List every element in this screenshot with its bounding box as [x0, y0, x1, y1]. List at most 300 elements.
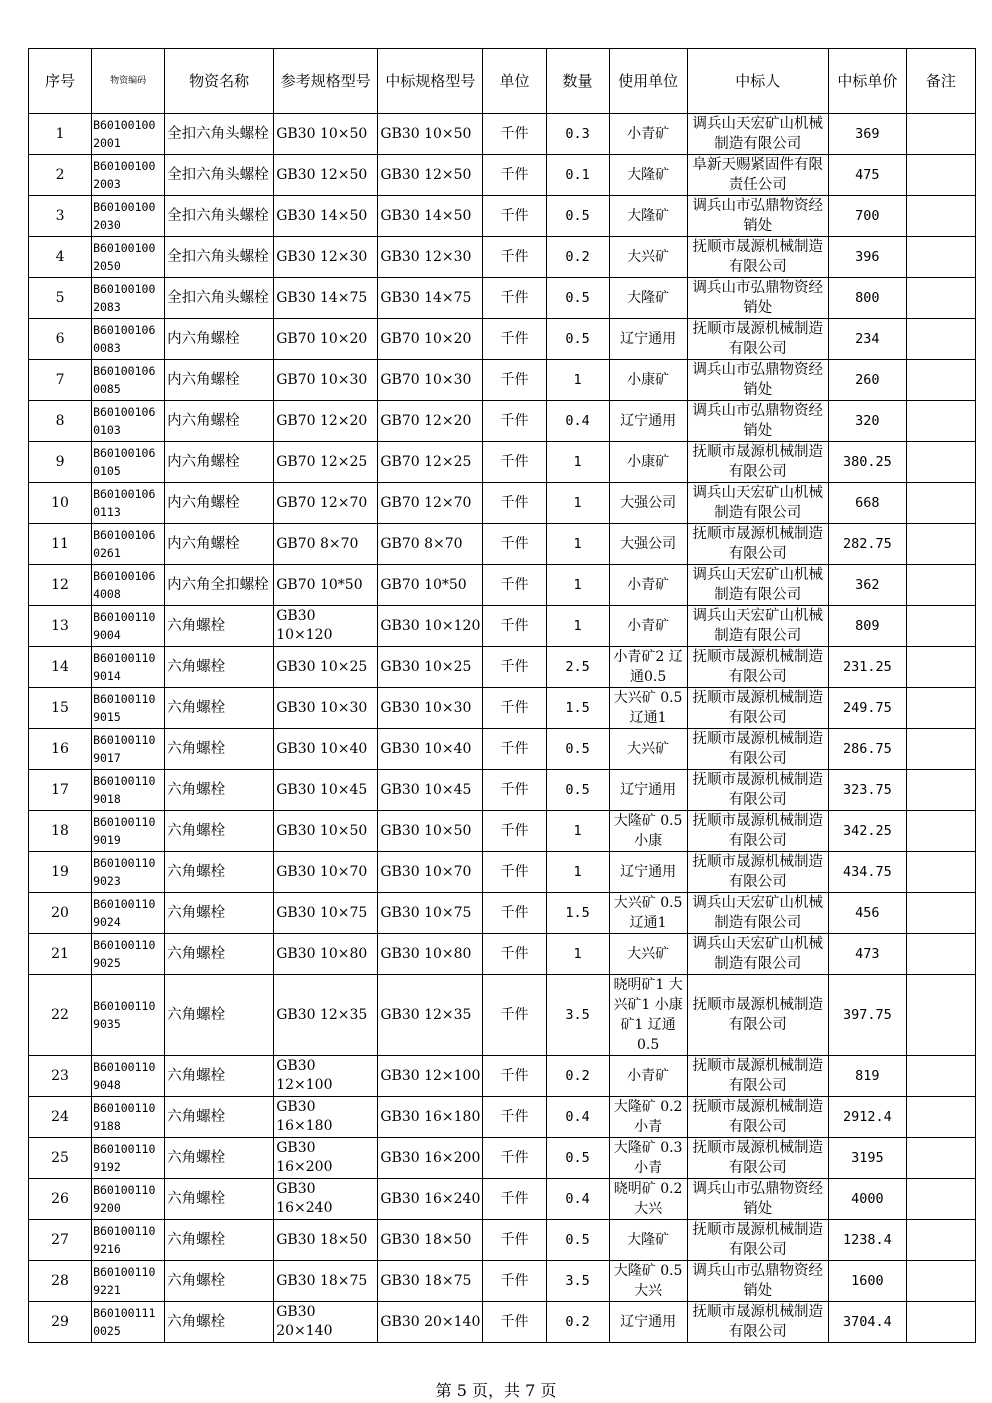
- cell-win-spec: GB30 10×45: [378, 770, 483, 811]
- cell-code: B601001109017: [92, 729, 165, 770]
- cell-price: 475: [828, 155, 906, 196]
- cell-qty: 0.5: [546, 278, 609, 319]
- cell-code: B601001109035: [92, 975, 165, 1056]
- cell-note: [906, 155, 975, 196]
- cell-qty: 0.5: [546, 1138, 609, 1179]
- cell-price: 456: [828, 893, 906, 934]
- cell-winner: 抚顺市晟源机械制造有限公司: [687, 442, 828, 483]
- cell-unit: 千件: [483, 196, 546, 237]
- cell-win-spec: GB30 10×70: [378, 852, 483, 893]
- cell-name: 内六角螺栓: [165, 401, 274, 442]
- cell-note: [906, 524, 975, 565]
- cell-win-spec: GB30 10×50: [378, 811, 483, 852]
- table-row: [29, 360, 976, 401]
- cell-name: 六角螺栓: [165, 934, 274, 975]
- cell-win-spec: GB30 10×50: [378, 114, 483, 155]
- cell-name: 六角螺栓: [165, 975, 274, 1056]
- cell-no: 28: [29, 1261, 92, 1302]
- cell-code: B601001109025: [92, 934, 165, 975]
- cell-no: 29: [29, 1302, 92, 1343]
- header-cell: 备注: [906, 49, 975, 114]
- cell-no: 1: [29, 114, 92, 155]
- cell-price: 396: [828, 237, 906, 278]
- table-row: [29, 196, 976, 237]
- cell-qty: 1: [546, 360, 609, 401]
- cell-qty: 1: [546, 565, 609, 606]
- cell-unit: 千件: [483, 278, 546, 319]
- cell-note: [906, 1097, 975, 1138]
- cell-qty: 1: [546, 442, 609, 483]
- cell-user: 小青矿: [609, 1056, 687, 1097]
- header-cell: 物资编码: [92, 49, 165, 114]
- table-row: [29, 729, 976, 770]
- cell-no: 18: [29, 811, 92, 852]
- cell-no: 16: [29, 729, 92, 770]
- cell-ref: GB30 16×240: [274, 1179, 378, 1220]
- cell-note: [906, 852, 975, 893]
- cell-win-spec: GB30 12×100: [378, 1056, 483, 1097]
- cell-note: [906, 1302, 975, 1343]
- cell-qty: 0.2: [546, 1302, 609, 1343]
- cell-qty: 0.4: [546, 401, 609, 442]
- cell-winner: 抚顺市晟源机械制造有限公司: [687, 319, 828, 360]
- table-row: [29, 852, 976, 893]
- header-cell: 中标单价: [828, 49, 906, 114]
- cell-user: 大隆矿 0.5大兴: [609, 1261, 687, 1302]
- cell-winner: 调兵山市弘鼎物资经销处: [687, 196, 828, 237]
- cell-unit: 千件: [483, 483, 546, 524]
- cell-winner: 调兵山市弘鼎物资经销处: [687, 401, 828, 442]
- table-row: [29, 114, 976, 155]
- cell-winner: 阜新天赐紧固件有限责任公司: [687, 155, 828, 196]
- cell-code: B601001060105: [92, 442, 165, 483]
- cell-win-spec: GB30 10×75: [378, 893, 483, 934]
- cell-winner: 抚顺市晟源机械制造有限公司: [687, 524, 828, 565]
- cell-note: [906, 770, 975, 811]
- table-row: [29, 975, 976, 1056]
- cell-qty: 0.2: [546, 1056, 609, 1097]
- cell-user: 大强公司: [609, 524, 687, 565]
- cell-note: [906, 114, 975, 155]
- cell-unit: 千件: [483, 1056, 546, 1097]
- table-row: [29, 483, 976, 524]
- cell-qty: 0.3: [546, 114, 609, 155]
- cell-user: 辽宁通用: [609, 852, 687, 893]
- cell-no: 23: [29, 1056, 92, 1097]
- cell-note: [906, 360, 975, 401]
- cell-win-spec: GB70 12×20: [378, 401, 483, 442]
- cell-note: [906, 237, 975, 278]
- cell-note: [906, 196, 975, 237]
- cell-user: 小青矿: [609, 565, 687, 606]
- table-row: [29, 606, 976, 647]
- cell-name: 六角螺栓: [165, 770, 274, 811]
- cell-win-spec: GB30 12×50: [378, 155, 483, 196]
- cell-code: B601001109023: [92, 852, 165, 893]
- cell-note: [906, 565, 975, 606]
- cell-user: 晓明矿 0.2大兴: [609, 1179, 687, 1220]
- cell-code: B601001060113: [92, 483, 165, 524]
- cell-code: B601001109192: [92, 1138, 165, 1179]
- cell-unit: 千件: [483, 647, 546, 688]
- cell-no: 27: [29, 1220, 92, 1261]
- cell-winner: 调兵山天宏矿山机械制造有限公司: [687, 934, 828, 975]
- cell-unit: 千件: [483, 1138, 546, 1179]
- cell-name: 全扣六角头螺栓: [165, 196, 274, 237]
- table-row: [29, 1097, 976, 1138]
- cell-name: 全扣六角头螺栓: [165, 155, 274, 196]
- cell-ref: GB30 12×30: [274, 237, 378, 278]
- cell-ref: GB70 12×70: [274, 483, 378, 524]
- cell-user: 大隆矿: [609, 155, 687, 196]
- cell-code: B601001109014: [92, 647, 165, 688]
- cell-winner: 抚顺市晟源机械制造有限公司: [687, 975, 828, 1056]
- cell-user: 大强公司: [609, 483, 687, 524]
- cell-name: 内六角螺栓: [165, 524, 274, 565]
- cell-no: 21: [29, 934, 92, 975]
- cell-name: 六角螺栓: [165, 606, 274, 647]
- cell-unit: 千件: [483, 1097, 546, 1138]
- cell-note: [906, 729, 975, 770]
- cell-note: [906, 811, 975, 852]
- cell-no: 6: [29, 319, 92, 360]
- cell-ref: GB70 10×30: [274, 360, 378, 401]
- cell-win-spec: GB30 18×50: [378, 1220, 483, 1261]
- table-row: [29, 319, 976, 360]
- cell-user: 辽宁通用: [609, 770, 687, 811]
- cell-win-spec: GB30 16×240: [378, 1179, 483, 1220]
- cell-price: 473: [828, 934, 906, 975]
- cell-code: B601001002083: [92, 278, 165, 319]
- cell-win-spec: GB30 12×30: [378, 237, 483, 278]
- table-row: [29, 934, 976, 975]
- cell-ref: GB30 16×180: [274, 1097, 378, 1138]
- cell-user: 大隆矿 0.3小青: [609, 1138, 687, 1179]
- cell-ref: GB30 10×30: [274, 688, 378, 729]
- cell-win-spec: GB30 18×75: [378, 1261, 483, 1302]
- cell-ref: GB70 8×70: [274, 524, 378, 565]
- table-row: [29, 278, 976, 319]
- cell-unit: 千件: [483, 114, 546, 155]
- table-row: [29, 565, 976, 606]
- cell-user: 小青矿2 辽通0.5: [609, 647, 687, 688]
- cell-name: 全扣六角头螺栓: [165, 237, 274, 278]
- cell-qty: 3.5: [546, 975, 609, 1056]
- cell-unit: 千件: [483, 442, 546, 483]
- cell-winner: 调兵山市弘鼎物资经销处: [687, 360, 828, 401]
- table-row: [29, 811, 976, 852]
- cell-price: 1600: [828, 1261, 906, 1302]
- cell-unit: 千件: [483, 1261, 546, 1302]
- cell-win-spec: GB30 14×50: [378, 196, 483, 237]
- cell-price: 260: [828, 360, 906, 401]
- cell-qty: 0.1: [546, 155, 609, 196]
- cell-ref: GB70 12×20: [274, 401, 378, 442]
- table-body: [29, 114, 976, 1343]
- cell-winner: 调兵山市弘鼎物资经销处: [687, 1261, 828, 1302]
- cell-note: [906, 688, 975, 729]
- cell-unit: 千件: [483, 606, 546, 647]
- cell-unit: 千件: [483, 237, 546, 278]
- cell-note: [906, 1056, 975, 1097]
- cell-code: B601001060261: [92, 524, 165, 565]
- cell-no: 17: [29, 770, 92, 811]
- cell-code: B601001109024: [92, 893, 165, 934]
- cell-name: 六角螺栓: [165, 1179, 274, 1220]
- cell-no: 22: [29, 975, 92, 1056]
- cell-price: 397.75: [828, 975, 906, 1056]
- cell-winner: 抚顺市晟源机械制造有限公司: [687, 237, 828, 278]
- cell-name: 六角螺栓: [165, 647, 274, 688]
- cell-winner: 抚顺市晟源机械制造有限公司: [687, 1056, 828, 1097]
- cell-price: 369: [828, 114, 906, 155]
- cell-user: 大兴矿: [609, 237, 687, 278]
- cell-price: 434.75: [828, 852, 906, 893]
- header-cell: 中标规格型号: [378, 49, 483, 114]
- table-row: [29, 647, 976, 688]
- cell-note: [906, 1220, 975, 1261]
- cell-unit: 千件: [483, 770, 546, 811]
- cell-qty: 1: [546, 852, 609, 893]
- cell-no: 24: [29, 1097, 92, 1138]
- cell-user: 大隆矿: [609, 1220, 687, 1261]
- table-row: [29, 893, 976, 934]
- cell-code: B601001002030: [92, 196, 165, 237]
- cell-price: 231.25: [828, 647, 906, 688]
- cell-unit: 千件: [483, 524, 546, 565]
- header-cell: 中标人: [687, 49, 828, 114]
- table-row: [29, 1138, 976, 1179]
- cell-winner: 抚顺市晟源机械制造有限公司: [687, 688, 828, 729]
- cell-name: 六角螺栓: [165, 1138, 274, 1179]
- cell-price: 234: [828, 319, 906, 360]
- cell-unit: 千件: [483, 811, 546, 852]
- cell-ref: GB70 10×20: [274, 319, 378, 360]
- cell-unit: 千件: [483, 975, 546, 1056]
- cell-price: 286.75: [828, 729, 906, 770]
- cell-price: 700: [828, 196, 906, 237]
- cell-qty: 1: [546, 934, 609, 975]
- cell-price: 809: [828, 606, 906, 647]
- table-row: [29, 770, 976, 811]
- cell-ref: GB30 16×200: [274, 1138, 378, 1179]
- cell-win-spec: GB30 12×35: [378, 975, 483, 1056]
- cell-ref: GB30 10×80: [274, 934, 378, 975]
- cell-qty: 0.2: [546, 237, 609, 278]
- cell-win-spec: GB70 10*50: [378, 565, 483, 606]
- cell-price: 1238.4: [828, 1220, 906, 1261]
- header-cell: 物资名称: [165, 49, 274, 114]
- cell-qty: 0.5: [546, 196, 609, 237]
- cell-price: 2912.4: [828, 1097, 906, 1138]
- cell-code: B601001110025: [92, 1302, 165, 1343]
- cell-price: 3195: [828, 1138, 906, 1179]
- cell-ref: GB30 18×50: [274, 1220, 378, 1261]
- cell-winner: 抚顺市晟源机械制造有限公司: [687, 1220, 828, 1261]
- cell-user: 小青矿: [609, 114, 687, 155]
- cell-name: 六角螺栓: [165, 1097, 274, 1138]
- cell-unit: 千件: [483, 688, 546, 729]
- cell-name: 全扣六角头螺栓: [165, 114, 274, 155]
- cell-no: 12: [29, 565, 92, 606]
- cell-win-spec: GB70 10×30: [378, 360, 483, 401]
- cell-price: 282.75: [828, 524, 906, 565]
- cell-price: 819: [828, 1056, 906, 1097]
- cell-name: 全扣六角头螺栓: [165, 278, 274, 319]
- cell-name: 六角螺栓: [165, 1056, 274, 1097]
- cell-no: 11: [29, 524, 92, 565]
- cell-user: 辽宁通用: [609, 319, 687, 360]
- cell-user: 大隆矿 0.2小青: [609, 1097, 687, 1138]
- cell-win-spec: GB30 10×40: [378, 729, 483, 770]
- cell-qty: 0.5: [546, 770, 609, 811]
- cell-no: 20: [29, 893, 92, 934]
- cell-name: 六角螺栓: [165, 811, 274, 852]
- cell-ref: GB30 12×35: [274, 975, 378, 1056]
- header-cell: 数量: [546, 49, 609, 114]
- cell-price: 668: [828, 483, 906, 524]
- cell-win-spec: GB30 20×140: [378, 1302, 483, 1343]
- cell-note: [906, 278, 975, 319]
- cell-note: [906, 1138, 975, 1179]
- cell-unit: 千件: [483, 401, 546, 442]
- cell-unit: 千件: [483, 319, 546, 360]
- cell-winner: 调兵山天宏矿山机械制造有限公司: [687, 114, 828, 155]
- cell-user: 大兴矿: [609, 934, 687, 975]
- cell-qty: 0.5: [546, 319, 609, 360]
- cell-user: 小康矿: [609, 360, 687, 401]
- cell-ref: GB30 10×40: [274, 729, 378, 770]
- cell-qty: 1.5: [546, 893, 609, 934]
- cell-ref: GB30 12×100: [274, 1056, 378, 1097]
- cell-winner: 调兵山天宏矿山机械制造有限公司: [687, 606, 828, 647]
- cell-note: [906, 401, 975, 442]
- cell-ref: GB30 10×70: [274, 852, 378, 893]
- cell-user: 大兴矿: [609, 729, 687, 770]
- cell-ref: GB30 10×50: [274, 811, 378, 852]
- cell-price: 320: [828, 401, 906, 442]
- cell-code: B601001109200: [92, 1179, 165, 1220]
- cell-unit: 千件: [483, 934, 546, 975]
- cell-code: B601001109048: [92, 1056, 165, 1097]
- cell-note: [906, 893, 975, 934]
- cell-user: 辽宁通用: [609, 401, 687, 442]
- cell-code: B601001002003: [92, 155, 165, 196]
- cell-win-spec: GB70 12×70: [378, 483, 483, 524]
- cell-user: 小青矿: [609, 606, 687, 647]
- cell-winner: 抚顺市晟源机械制造有限公司: [687, 811, 828, 852]
- cell-no: 5: [29, 278, 92, 319]
- cell-price: 4000: [828, 1179, 906, 1220]
- cell-ref: GB70 12×25: [274, 442, 378, 483]
- cell-code: B601001002050: [92, 237, 165, 278]
- cell-code: B601001109018: [92, 770, 165, 811]
- cell-price: 323.75: [828, 770, 906, 811]
- cell-user: 辽宁通用: [609, 1302, 687, 1343]
- cell-name: 六角螺栓: [165, 729, 274, 770]
- cell-code: B601001109019: [92, 811, 165, 852]
- cell-qty: 0.4: [546, 1179, 609, 1220]
- cell-name: 六角螺栓: [165, 1302, 274, 1343]
- cell-code: B601001109221: [92, 1261, 165, 1302]
- table-row: [29, 1220, 976, 1261]
- cell-winner: 抚顺市晟源机械制造有限公司: [687, 1097, 828, 1138]
- cell-name: 内六角螺栓: [165, 319, 274, 360]
- cell-price: 342.25: [828, 811, 906, 852]
- cell-price: 380.25: [828, 442, 906, 483]
- table-row: [29, 401, 976, 442]
- cell-price: 3704.4: [828, 1302, 906, 1343]
- cell-winner: 调兵山市弘鼎物资经销处: [687, 278, 828, 319]
- cell-name: 六角螺栓: [165, 1220, 274, 1261]
- cell-user: 大兴矿 0.5辽通1: [609, 688, 687, 729]
- cell-note: [906, 934, 975, 975]
- cell-code: B601001109216: [92, 1220, 165, 1261]
- cell-no: 19: [29, 852, 92, 893]
- cell-user: 小康矿: [609, 442, 687, 483]
- cell-name: 六角螺栓: [165, 1261, 274, 1302]
- header-cell: 单位: [483, 49, 546, 114]
- table-row: [29, 1179, 976, 1220]
- cell-winner: 抚顺市晟源机械制造有限公司: [687, 729, 828, 770]
- cell-unit: 千件: [483, 155, 546, 196]
- cell-no: 8: [29, 401, 92, 442]
- table-row: [29, 237, 976, 278]
- cell-winner: 抚顺市晟源机械制造有限公司: [687, 1138, 828, 1179]
- table-row: [29, 688, 976, 729]
- cell-user: 大隆矿: [609, 196, 687, 237]
- cell-win-spec: GB70 10×20: [378, 319, 483, 360]
- cell-name: 内六角螺栓: [165, 483, 274, 524]
- cell-no: 13: [29, 606, 92, 647]
- cell-note: [906, 975, 975, 1056]
- cell-note: [906, 483, 975, 524]
- table-row: [29, 524, 976, 565]
- table-row: [29, 442, 976, 483]
- header-cell: 参考规格型号: [274, 49, 378, 114]
- cell-ref: GB30 14×75: [274, 278, 378, 319]
- cell-win-spec: GB70 8×70: [378, 524, 483, 565]
- cell-winner: 调兵山天宏矿山机械制造有限公司: [687, 565, 828, 606]
- cell-code: B601001064008: [92, 565, 165, 606]
- cell-note: [906, 647, 975, 688]
- cell-ref: GB30 18×75: [274, 1261, 378, 1302]
- cell-win-spec: GB30 10×25: [378, 647, 483, 688]
- cell-qty: 1: [546, 524, 609, 565]
- cell-qty: 2.5: [546, 647, 609, 688]
- cell-name: 六角螺栓: [165, 852, 274, 893]
- cell-note: [906, 606, 975, 647]
- cell-name: 内六角螺栓: [165, 442, 274, 483]
- cell-no: 15: [29, 688, 92, 729]
- cell-no: 26: [29, 1179, 92, 1220]
- cell-note: [906, 1179, 975, 1220]
- page-footer: 第 5 页，共 7 页: [435, 1381, 557, 1400]
- cell-qty: 1: [546, 811, 609, 852]
- cell-ref: GB30 10×25: [274, 647, 378, 688]
- cell-note: [906, 319, 975, 360]
- cell-qty: 0.5: [546, 1220, 609, 1261]
- cell-winner: 调兵山天宏矿山机械制造有限公司: [687, 483, 828, 524]
- cell-note: [906, 442, 975, 483]
- cell-name: 内六角螺栓: [165, 360, 274, 401]
- cell-win-spec: GB70 12×25: [378, 442, 483, 483]
- cell-no: 14: [29, 647, 92, 688]
- cell-no: 25: [29, 1138, 92, 1179]
- cell-win-spec: GB30 14×75: [378, 278, 483, 319]
- cell-unit: 千件: [483, 1302, 546, 1343]
- cell-user: 晓明矿1 大兴矿1 小康矿1 辽通0.5: [609, 975, 687, 1056]
